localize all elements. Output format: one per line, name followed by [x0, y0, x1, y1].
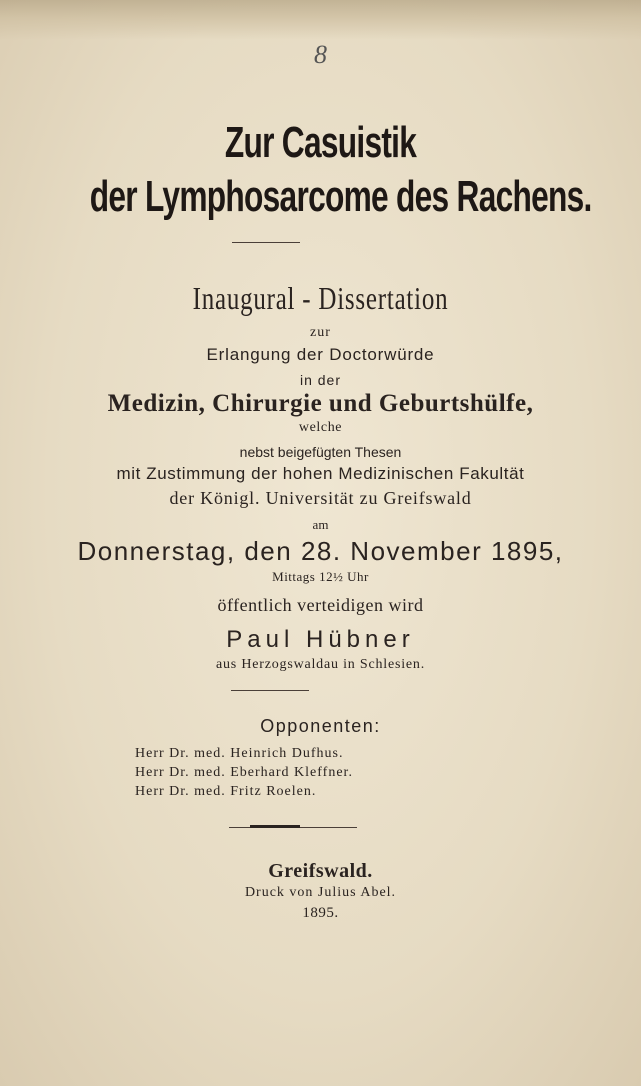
- in-der-text: in der: [299, 372, 342, 388]
- zustimmung-text: mit Zustimmung der hohen Medizinischen Fakultät: [116, 464, 525, 483]
- am-text: am: [312, 517, 329, 532]
- title-line-1: Zur Casuistik: [224, 118, 417, 167]
- zur-text: zur: [310, 325, 331, 340]
- imprint-year: 1895.: [302, 905, 339, 921]
- universitaet-text: der Königl. Universität zu Greifswald: [169, 488, 472, 508]
- imprint-printer: Druck von Julius Abel.: [244, 885, 397, 900]
- oeffentlich-text: öffentlich verteidigen wird: [217, 595, 424, 615]
- author-origin: aus Herzogswaldau in Schlesien.: [215, 657, 426, 672]
- opponent-entry: Herr Dr. med. Heinrich Dufhus.: [135, 746, 344, 761]
- imprint-place: Greifswald.: [268, 860, 373, 882]
- opponent-entry: Herr Dr. med. Fritz Roelen.: [135, 784, 317, 799]
- welche-text: welche: [298, 420, 343, 435]
- shelfmark-note: 8: [314, 40, 327, 69]
- opponents-heading: Opponenten:: [260, 716, 381, 736]
- erlangung-text: Erlangung der Doctorwürde: [206, 345, 435, 364]
- thesen-text: nebst beigefügten Thesen: [239, 444, 402, 460]
- defense-date: Donnerstag, den 28. November 1895,: [77, 536, 564, 566]
- dissertation-heading: Inaugural - Dissertation: [192, 280, 449, 316]
- divider-ornament: [250, 825, 300, 828]
- title-line-2: der Lymphosarcome des Rachens.: [89, 172, 592, 221]
- faculty-fields: Medizin, Chirurgie und Geburtshülfe,: [107, 390, 534, 417]
- author-name: Paul Hübner: [226, 626, 415, 653]
- divider-rule: [232, 242, 300, 243]
- paper-stain: [0, 0, 641, 40]
- defense-time: Mittags 12½ Uhr: [272, 569, 369, 584]
- divider-rule: [231, 690, 309, 691]
- opponent-entry: Herr Dr. med. Eberhard Kleffner.: [135, 765, 353, 780]
